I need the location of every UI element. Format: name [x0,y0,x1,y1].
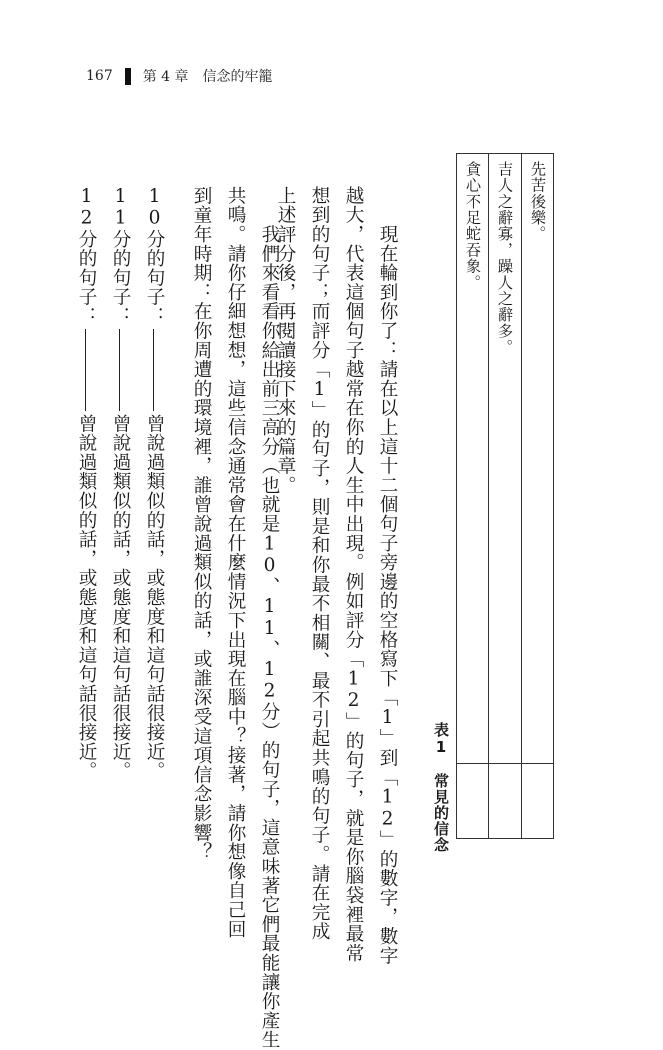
beliefs-table [456,153,554,839]
header-bar-mark [125,68,131,85]
table-row: 先苦後樂。 [529,161,547,242]
list-item-label: 11分的句子： [110,186,131,326]
chapter-title: 第 4 章 信念的牢籠 [142,69,273,85]
paragraph-1-line: 上述評分後，再閱讀接下來的篇章。 [275,186,296,495]
blank-line[interactable] [119,329,121,411]
paragraph-2-line: 我們來看看你給出前三高分（也就是10、11、12分）的句子，這意味著它們最能讓你產生 [259,186,280,1050]
list-item-suffix: 曾說過類似的話，或態度和這句話很接近。 [110,413,131,781]
table-row: 貪心不足蛇吞象。 [464,161,482,291]
table-caption-title: 常見的信念 [432,773,450,853]
table-caption [431,722,452,853]
page-number: 167 [86,68,113,84]
paragraph-2-line: 到童年時期：在你周遭的環境裡，誰曾說過類似的話，或誰深受這項信念影響？ [191,186,212,862]
list-item [104,186,137,781]
table-row-divider [521,153,522,839]
list-item-label: 12分的句子： [76,186,97,326]
table-right-border [553,153,554,839]
list-item [138,186,171,781]
paragraph-2-line: 共鳴。請你仔細想想，這些信念通常會在什麼情況下出現在腦中？接著，請你想像自己回 [225,186,246,939]
table-column-divider [456,763,554,764]
list-item-suffix: 曾說過類似的話，或態度和這句話很接近。 [144,413,165,781]
paragraph-1-line: 現在輪到你了：請在以上這十二個句子旁邊的空格寫下「1」到「12」的數字，數字 [377,186,398,966]
blank-line[interactable] [153,329,155,411]
table-left-border [456,153,457,839]
table-bottom-border [456,838,554,839]
table-top-border [456,153,554,154]
table-caption-label: 表1 [432,722,450,757]
running-header [86,66,273,86]
list-item-suffix: 曾說過類似的話，或態度和這句話很接近。 [76,413,97,781]
table-row-divider [488,153,489,839]
list-item [70,186,103,781]
paragraph-1-line: 越大，代表這個句子越常在你的人生中出現。例如評分「12」的句子，就是你腦袋裡最常 [343,186,364,963]
table-row: 吉人之辭寡，躁人之辭多。 [496,161,514,356]
list-item-label: 10分的句子： [144,186,165,326]
paragraph-1-line: 想到的句子；而評分「1」的句子，則是和你最不相關、最不引起共鳴的句子。請在完成 [309,186,330,942]
blank-line[interactable] [85,329,87,411]
